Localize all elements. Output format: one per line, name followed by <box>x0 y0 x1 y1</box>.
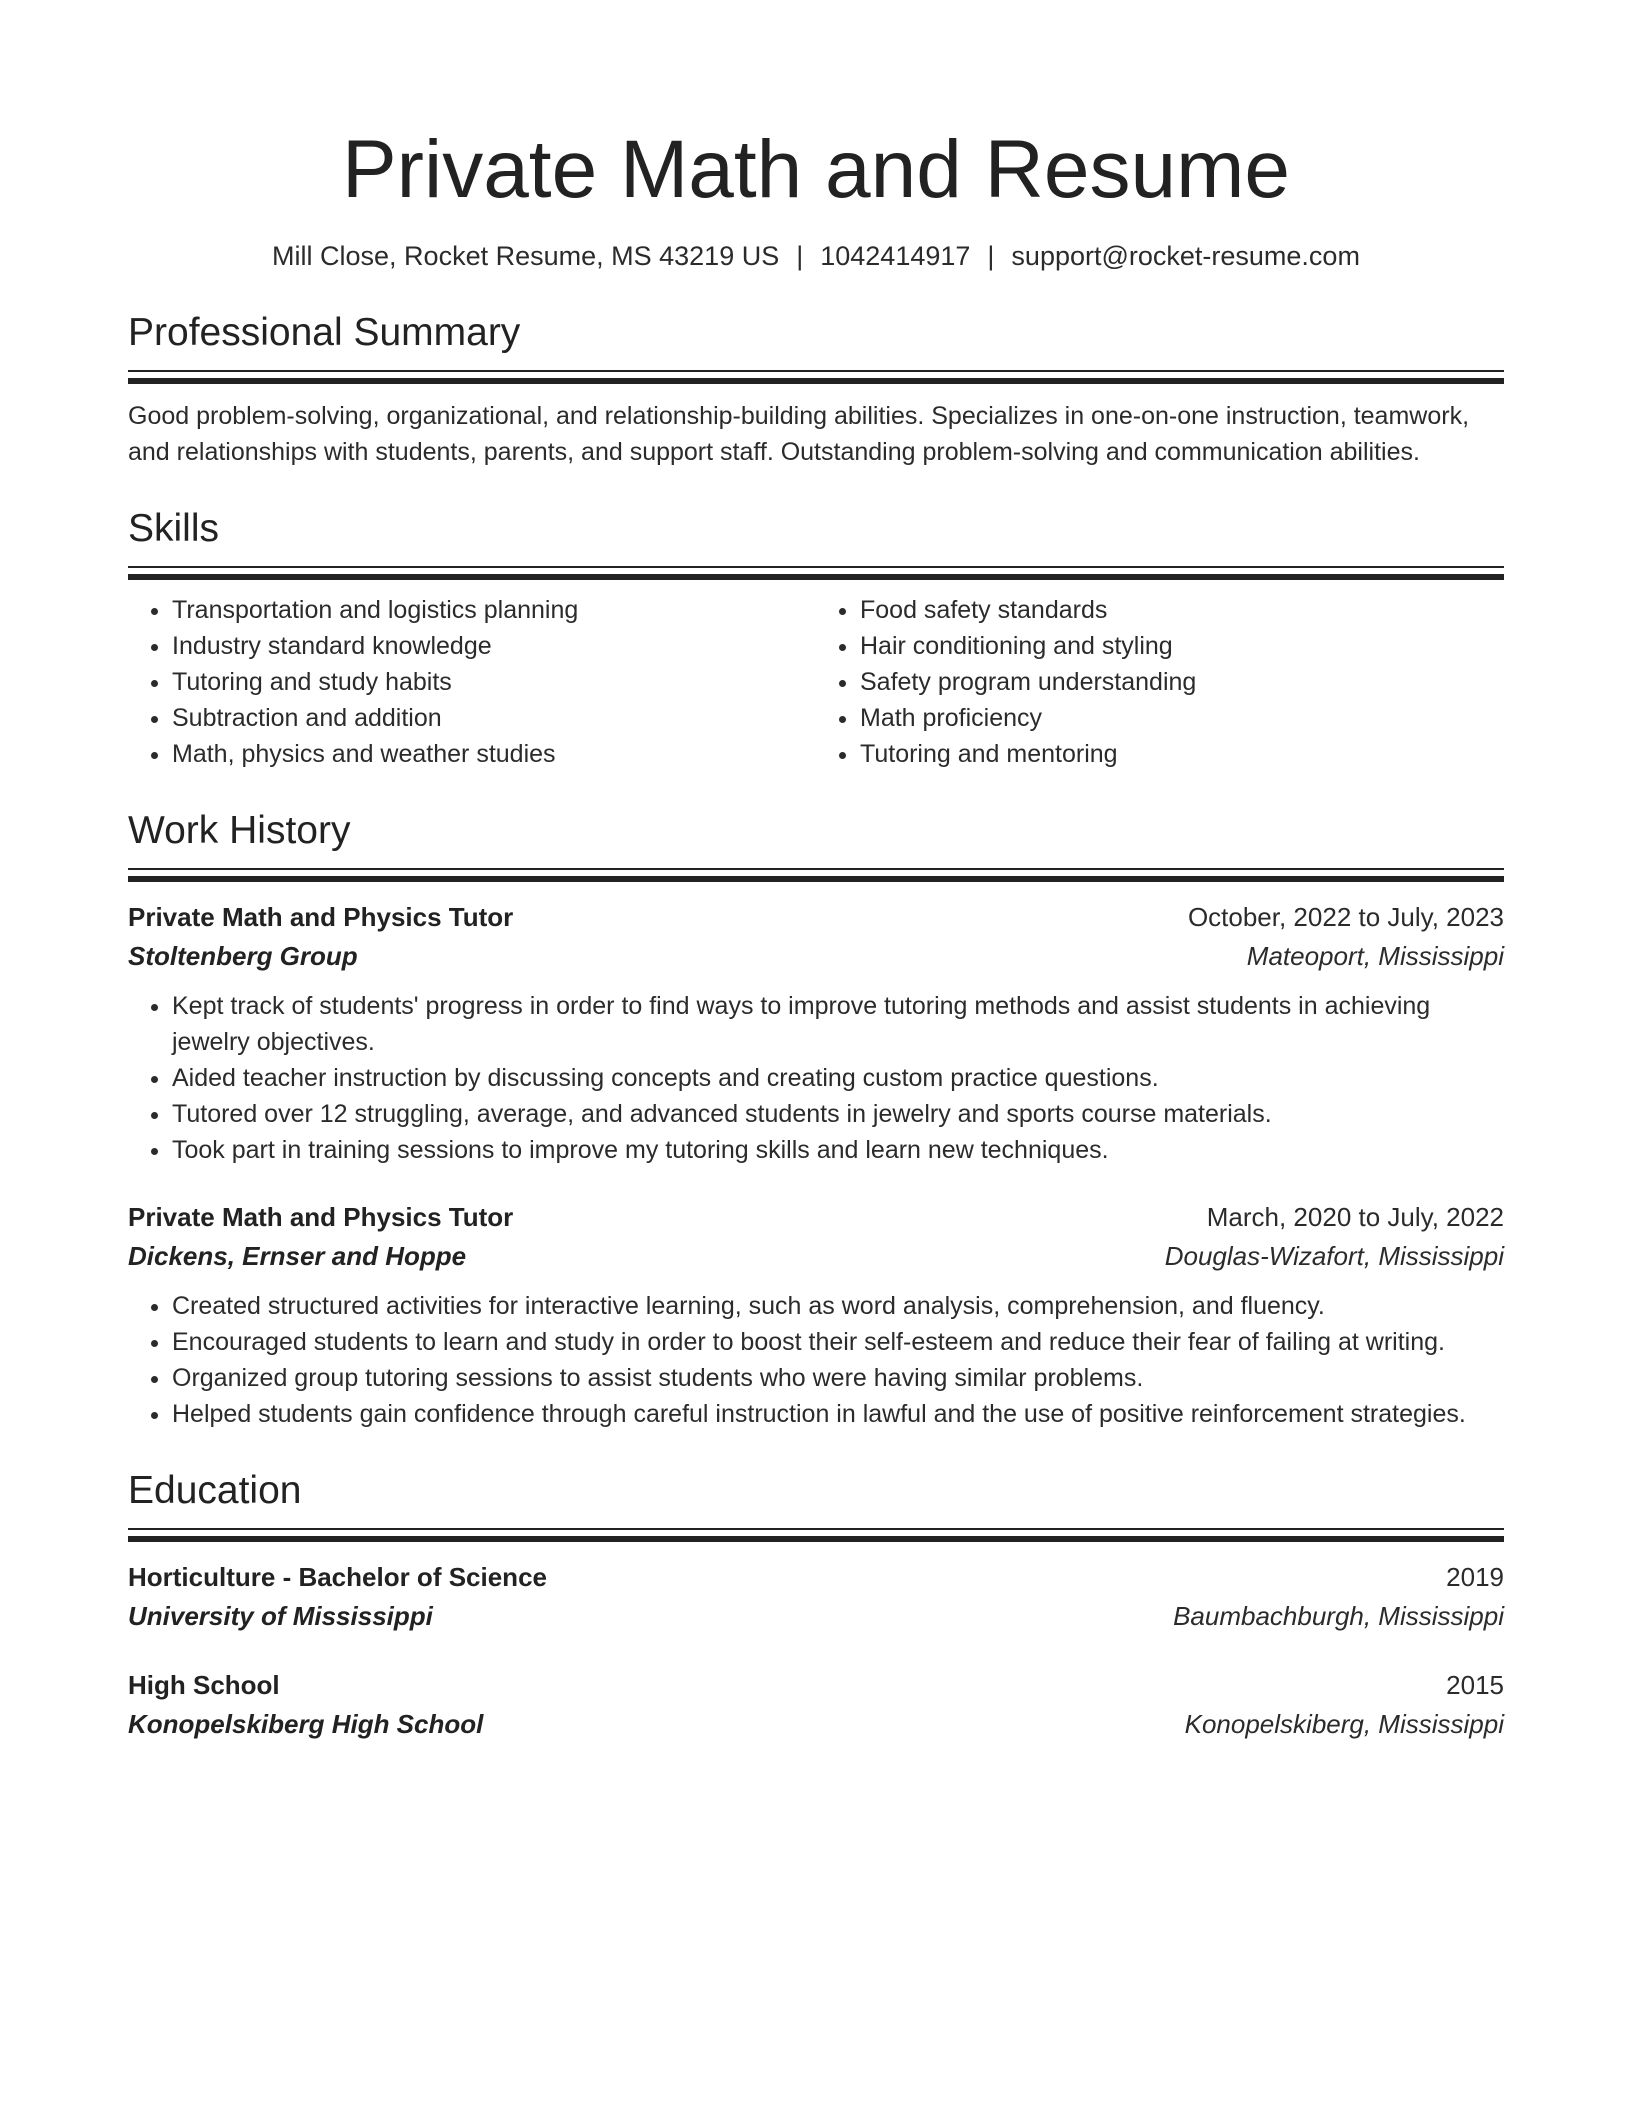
section-divider <box>128 370 1504 372</box>
job-bullets <box>128 1288 1504 1432</box>
skills-list <box>128 592 1504 772</box>
skill-item: • Food safety standards <box>860 592 1504 628</box>
section-divider <box>128 1528 1504 1530</box>
job-employer: Dickens, Ernser and Hoppe <box>128 1241 467 1271</box>
education-year: 2019 <box>1446 1562 1504 1592</box>
section-divider <box>128 566 1504 568</box>
job-bullet: • Took part in training sessions to improve my tutoring skills and learn new techniques. <box>172 1132 1504 1168</box>
skills-column-left <box>128 592 816 772</box>
education-location: Konopelskiberg, Mississippi <box>1184 1709 1504 1739</box>
job-title: Private Math and Physics Tutor <box>128 1202 514 1232</box>
skill-item: • Hair conditioning and styling <box>860 628 1504 664</box>
skill-item: • Transportation and logistics planning <box>172 592 816 628</box>
job-bullet: • Tutored over 12 struggling, average, and advanced students in jewelry and sports course materials. <box>172 1096 1504 1132</box>
skill-item: • Safety program understanding <box>860 664 1504 700</box>
skills-section <box>128 504 1504 772</box>
job-employer: Stoltenberg Group <box>128 941 358 971</box>
contact-address: Mill Close, Rocket Resume, MS 43219 US <box>272 241 780 271</box>
skill-item: • Industry standard knowledge <box>172 628 816 664</box>
job-location: Douglas-Wizafort, Mississippi <box>1164 1241 1504 1271</box>
education-entry <box>128 1666 1504 1744</box>
education-entry <box>128 1558 1504 1636</box>
contact-separator: | <box>987 241 995 271</box>
contact-phone: 1042414917 <box>820 241 971 271</box>
section-title-work-history: Work History <box>128 809 351 852</box>
job-entry <box>128 1198 1504 1432</box>
job-dates: October, 2022 to July, 2023 <box>1187 902 1504 932</box>
summary-section <box>128 308 1504 470</box>
skill-item: • Math proficiency <box>860 700 1504 736</box>
job-bullet: • Aided teacher instruction by discussing concepts and creating custom practice questions. <box>172 1060 1504 1096</box>
education-location: Baumbachburgh, Mississippi <box>1173 1601 1504 1631</box>
candidate-name: Private Math and Resume <box>341 124 1290 215</box>
education-school: Konopelskiberg High School <box>128 1709 484 1739</box>
section-title-summary: Professional Summary <box>128 311 521 354</box>
section-title-education: Education <box>128 1469 302 1512</box>
education-degree: High School <box>128 1670 280 1700</box>
skill-item: • Tutoring and mentoring <box>860 736 1504 772</box>
job-bullet: • Organized group tutoring sessions to assist students who were having similar problems. <box>172 1360 1504 1396</box>
section-title-skills: Skills <box>128 507 220 550</box>
work-history-section <box>128 806 1504 1432</box>
job-bullet: • Helped students gain confidence through careful instruction in lawful and the use of positive reinforcement strategies. <box>172 1396 1504 1432</box>
skills-column-right <box>816 592 1504 772</box>
section-divider <box>128 868 1504 870</box>
job-bullet: • Kept track of students' progress in order to find ways to improve tutoring methods and assist students in achieving jewelry objectives. <box>172 988 1504 1060</box>
skill-item: • Subtraction and addition <box>172 700 816 736</box>
skill-item: • Tutoring and study habits <box>172 664 816 700</box>
job-title: Private Math and Physics Tutor <box>128 902 514 932</box>
education-year: 2015 <box>1446 1670 1504 1700</box>
education-degree: Horticulture - Bachelor of Science <box>128 1562 547 1592</box>
job-location: Mateoport, Mississippi <box>1246 941 1504 971</box>
job-bullet: • Encouraged students to learn and study in order to boost their self-esteem and reduce their fear of failing at writing. <box>172 1324 1504 1360</box>
education-school: University of Mississippi <box>128 1601 433 1631</box>
skill-item: • Math, physics and weather studies <box>172 736 816 772</box>
job-bullets <box>128 988 1504 1168</box>
contact-email: support@rocket-resume.com <box>1011 241 1360 271</box>
job-entry <box>128 898 1504 1168</box>
summary-text: Good problem-solving, organizational, and relationship-building abilities. Specializes in one-on-one instruction, teamwork, and relationships with students, parents, and support staff. Outstanding problem-solving and communication abilities. <box>128 402 1470 466</box>
contact-line <box>128 238 1504 274</box>
job-bullet: • Created structured activities for interactive learning, such as word analysis, comprehension, and fluency. <box>172 1288 1504 1324</box>
job-dates: March, 2020 to July, 2022 <box>1206 1202 1504 1232</box>
education-section <box>128 1466 1504 1744</box>
contact-separator: | <box>796 241 804 271</box>
